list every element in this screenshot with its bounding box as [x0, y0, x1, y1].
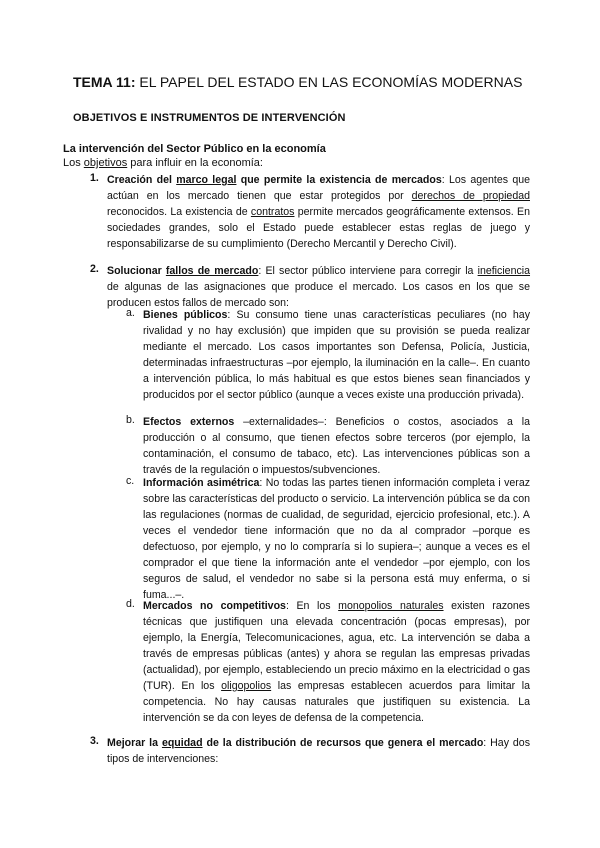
item-a-text: : Su consumo tiene unas características peculiares (no hay rivalidad y no hay exclusión) que impiden que su provisión se pueda realizar mediante el mercado. Los casos importantes son Defensa, Policía, Justicia, determinadas infraestructuras –por ejemplo, la iluminación en la calle–. En cuanto a intervención pública, lo más habitual es que estos bienes sean financiados y producidos por el sector público (aunque a veces existe una producción privada). — [143, 309, 530, 401]
item-d-bold: Mercados no competitivos — [143, 600, 286, 612]
item-d-letter: d. — [126, 598, 135, 610]
item-1-t1: : Los agentes que actúan en los mercado tienen que estar protegidos por — [107, 174, 531, 202]
item-2-t2: de algunas de las asignaciones que produce el mercado. Los casos en los que se producen estos fallos de mercado son: — [107, 281, 530, 309]
item-d-t1: : En los — [285, 600, 339, 612]
item-d-t3: las empresas establecen acuerdos para limitar la competencia. No hay causas naturales que justifiquen su existencia. La intervención se da con leyes de defensa de la competencia. — [143, 680, 530, 724]
item-3-b1: Mejorar la — [107, 737, 162, 749]
item-1-t2: reconocidos. La existencia de — [107, 206, 251, 218]
item-c-bold: Información asimétrica — [143, 477, 260, 489]
item-1-number: 1. — [90, 172, 99, 184]
item-2-fallos: fallos de mercado — [165, 265, 259, 277]
section-subtitle: OBJETIVOS E INSTRUMENTOS DE INTERVENCIÓN — [73, 112, 346, 124]
item-1-derechos: derechos de propiedad — [411, 190, 530, 202]
title-tema: TEMA 11: — [73, 74, 136, 90]
item-d-t2: existen razones técnicas que justifiquen una elevada concentración (pocas empresas), por ejemplo, la Energía, Telecomunicaciones, agua, etc. La intervención se daba a través de empresas públicas (antes) y ahora se regulan las empresas privadas (actualidad), por ejemplo, estableciendo un precio máximo en la electricidad o gas (TUR). En los — [143, 600, 530, 692]
item-3-number: 3. — [90, 735, 99, 747]
item-1-b2: que permite la existencia de mercados — [236, 174, 442, 186]
item-2-ineficiencia: ineficiencia — [477, 265, 531, 277]
item-3-equidad: equidad — [161, 737, 203, 749]
item-c-letter: c. — [126, 475, 135, 487]
section-heading: La intervención del Sector Público en la economía — [63, 143, 326, 155]
item-a-letter: a. — [126, 307, 135, 319]
item-3 — [107, 735, 530, 767]
intro-objetivos: objetivos — [83, 157, 128, 169]
intro-pre: Los — [63, 157, 84, 169]
intro-post: para influir en la economía: — [127, 157, 263, 169]
item-b-letter: b. — [126, 414, 135, 426]
item-1-marco-legal: marco legal — [176, 174, 237, 186]
item-d-monopolios: monopolios naturales — [338, 600, 444, 612]
item-1-b1: Creación del — [107, 174, 177, 186]
item-2-t1: : El sector público interviene para corregir la — [258, 265, 478, 277]
item-3-b2: de la distribución de recursos que genera el mercado — [202, 737, 484, 749]
item-c — [143, 475, 530, 603]
item-2-number: 2. — [90, 263, 99, 275]
item-a-bold: Bienes públicos — [143, 309, 228, 321]
item-b-bold: Efectos externos — [143, 416, 235, 428]
item-d — [143, 598, 530, 726]
item-1 — [107, 172, 530, 252]
page-title — [73, 74, 522, 90]
title-text: EL PAPEL DEL ESTADO EN LAS ECONOMÍAS MODERNAS — [135, 74, 523, 90]
item-2-b1: Solucionar — [107, 265, 166, 277]
item-1-contratos: contratos — [250, 206, 295, 218]
item-d-oligopolios: oligopolios — [221, 680, 272, 692]
item-c-text: : No todas las partes tienen información completa i veraz sobre las características del producto o servicio. La intervención pública se da con las regulaciones (normas de cualidad, de seguridad, ejercicio profesional, etc.). A veces el vendedor tiene información que no da al comprador –porque es defectuoso, por ejemplo, y no lo compraría si lo supiera–; aunque a veces es el comprador el que tiene la información ante el vendedor –por ejemplo, con los seguros de salud, el vendedor no sabe si la persona está muy enferma, o si fuma...–. — [143, 477, 531, 601]
item-a — [143, 307, 530, 403]
item-b — [143, 414, 530, 478]
item-b-text: –externalidades–: Beneficios o costos, asociados a la producción o al consumo, que tienen efectos sobre terceros (por ejemplo, la contaminación, el consumo de tabaco, etc). Las intervenciones públicas son a través de la regulación o impuestos/subvenciones. — [143, 416, 531, 476]
item-3-t1: : Hay dos tipos de intervenciones: — [107, 737, 530, 765]
item-2 — [107, 263, 530, 311]
intro-line — [63, 157, 263, 169]
item-1-t3: permite mercados geográficamente extensos. En sociedades grandes, solo el Estado puede establecer estas reglas de juego y responsabilizarse de su cumplimiento (Derecho Mercantil y Derecho Civil). — [107, 206, 530, 250]
